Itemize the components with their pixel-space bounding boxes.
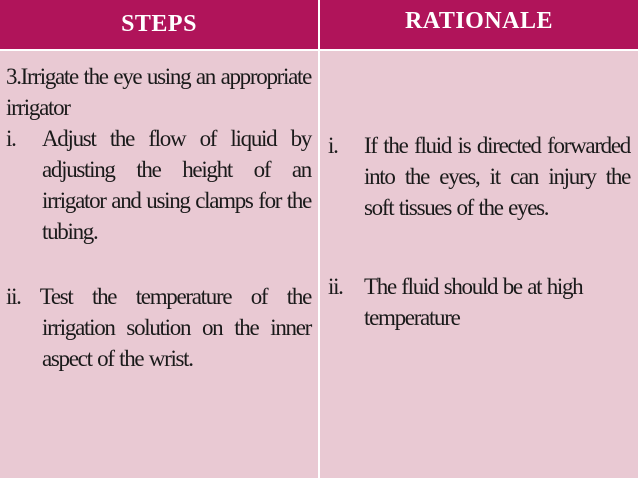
rationale-header: RATIONALE — [320, 0, 638, 49]
rationale-cell — [320, 51, 638, 478]
step-item-2: ii. Test the temperature of the irrigation solution on the inner aspect of the wrist. — [6, 284, 311, 371]
rationale-item-2-number: ii. — [328, 274, 343, 299]
rationale-item-1-text: If the fluid is directed forwarded into the eyes, it can injury the soft tissues of the eyes. — [364, 133, 630, 220]
step-main: 3.Irrigate the eye using an appropriate irrigator — [6, 64, 311, 120]
rationale-item-1-number: i. — [328, 133, 338, 158]
step-item-1 — [6, 123, 311, 247]
step-item-1-text: Adjust the flow of liquid by adjusting the height of an irrigator and using clamps for the tubing. — [42, 126, 311, 244]
rationale-item-1 — [328, 130, 630, 223]
rationale-item-2-text: The fluid should be at high temperature — [364, 274, 583, 330]
column-divider — [318, 0, 320, 478]
steps-cell — [0, 51, 318, 478]
rationale-item-2 — [328, 271, 630, 333]
steps-header: STEPS — [0, 0, 318, 49]
header-divider — [0, 49, 638, 51]
step-item-1-number: i. — [6, 126, 16, 151]
